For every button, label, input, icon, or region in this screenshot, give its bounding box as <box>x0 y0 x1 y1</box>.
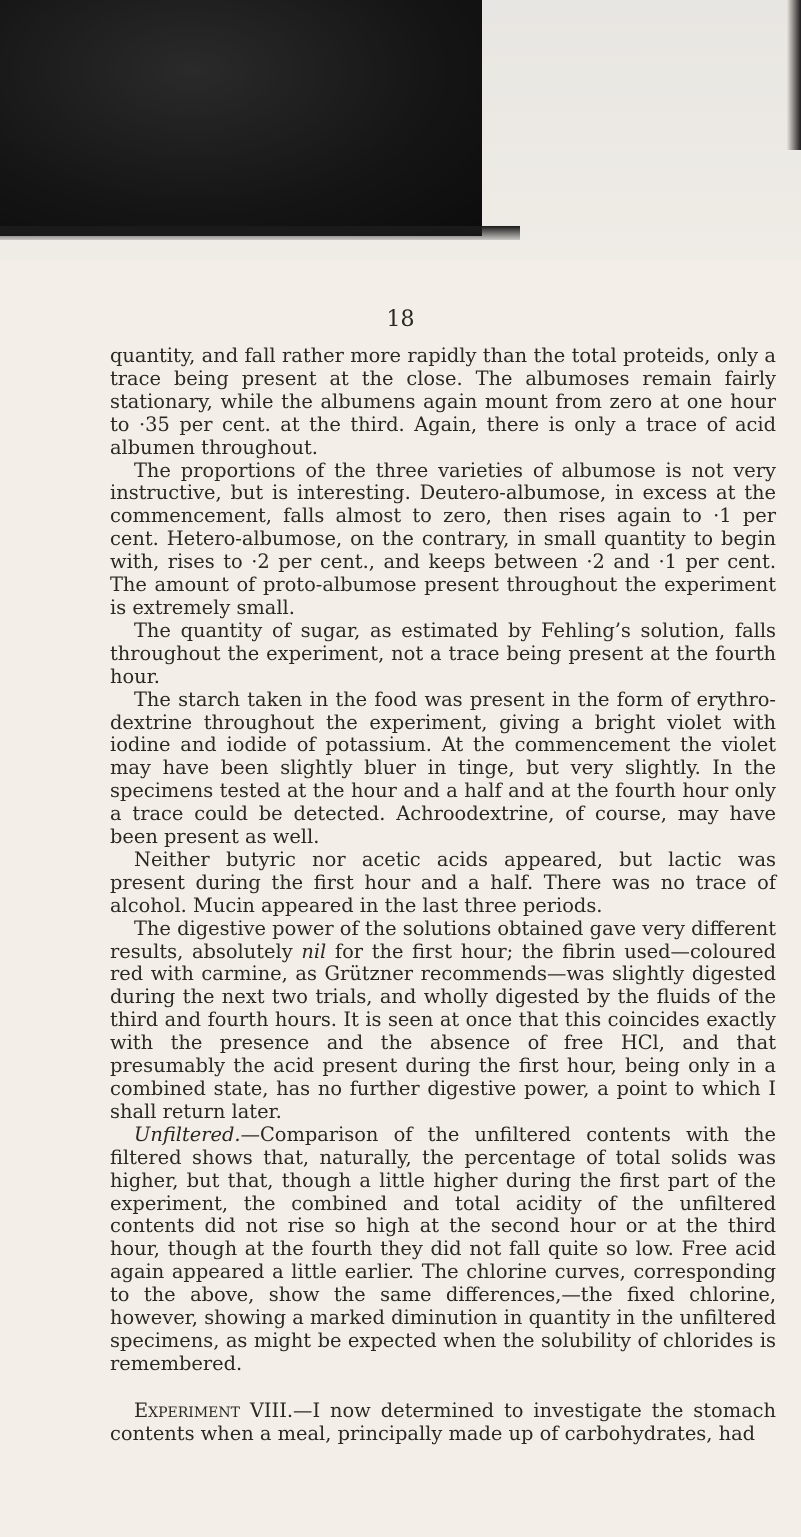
paragraph: Neither butyric nor acetic acids appeared, but lactic was present during the first hour and a half. There was no trace of alcohol. Mucin appeared in the last three periods. <box>110 847 776 917</box>
scanner-edge-mark <box>787 0 801 150</box>
text-run: —I now determined to investigate the stomach contents when a meal, principally made up of carbohydrates, had <box>110 1398 776 1445</box>
section-heading: Unfiltered. <box>134 1122 241 1146</box>
text-run: —Comparison of the unfiltered contents with the filtered shows that, naturally, the percentage of total solids was higher, but that, though a little higher during the first part of the experiment, the combined and total acidity of the unfiltered contents did not rise so high at the second hour or at the third hour, though at the fourth they did not fall quite so low. Free acid again appeared a little earlier. The chlorine curves, corresponding to the above, show the same differences,—the fixed chlorine, however, showing a marked diminution in quantity in the unfiltered specimens, as might be expected when the solubility of chlorides is remembered. <box>110 1122 776 1375</box>
experiment-label: Experiment VIII. <box>134 1398 294 1422</box>
text-run: The digestive power of the solutions obtained gave very different results, absolutely <box>110 916 776 963</box>
paragraph: The quantity of sugar, as estimated by Fehling’s solution, falls throughout the experiment, not a trace being present at the fourth hour. <box>110 618 776 688</box>
paragraph: The proportions of the three varieties of albumose is not very instructive, but is interesting. Deutero-albumose, in excess at the commencement, falls almost to zero, then rises again to ·1 per cent. Hetero-albumose, on the contrary, in small quantity to begin with, rises to ·2 per cent., and keeps between ·2 and ·1 per cent. The amount of proto-albumose present throughout the experiment is extremely small. <box>110 458 776 619</box>
paragraph: The starch taken in the food was present in the form of erythro-dextrine throughout the experiment, giving a bright violet with iodine and iodide of potassium. At the commencement the violet may have been slightly bluer in tinge, but very slightly. In the specimens tested at the hour and a half and at the fourth hour only a trace could be detected. Achroodextrine, of course, may have been present as well. <box>110 687 776 849</box>
paragraph-experiment <box>110 1400 776 1446</box>
text-run: for the first hour; the fibrin used—coloured red with carmine, as Grützner recommends—was slightly digested during the next two trials, and wholly digested by the fluids of the third and fourth hours. It is seen at once that this coincides exactly with the presence and the absence of free HCl, and that presumably the acid present during the first hour, being only in a combined state, has no further digestive power, a point to which I shall return later. <box>110 939 776 1123</box>
page-number: 18 <box>386 307 415 332</box>
italic-term: nil <box>301 939 327 963</box>
paragraph-unfiltered <box>110 1124 776 1376</box>
body-text <box>110 345 776 1446</box>
scanner-dark-area <box>0 0 482 236</box>
scanner-shadow <box>0 226 520 240</box>
paragraph: quantity, and fall rather more rapidly than the total proteids, only a trace being present at the close. The albumoses remain fairly stationary, while the albumens again mount from zero at one hour to ·35 per cent. at the third. Again, there is only a trace of acid albumen throughout. <box>110 344 776 459</box>
paragraph-digestive <box>110 918 776 1124</box>
